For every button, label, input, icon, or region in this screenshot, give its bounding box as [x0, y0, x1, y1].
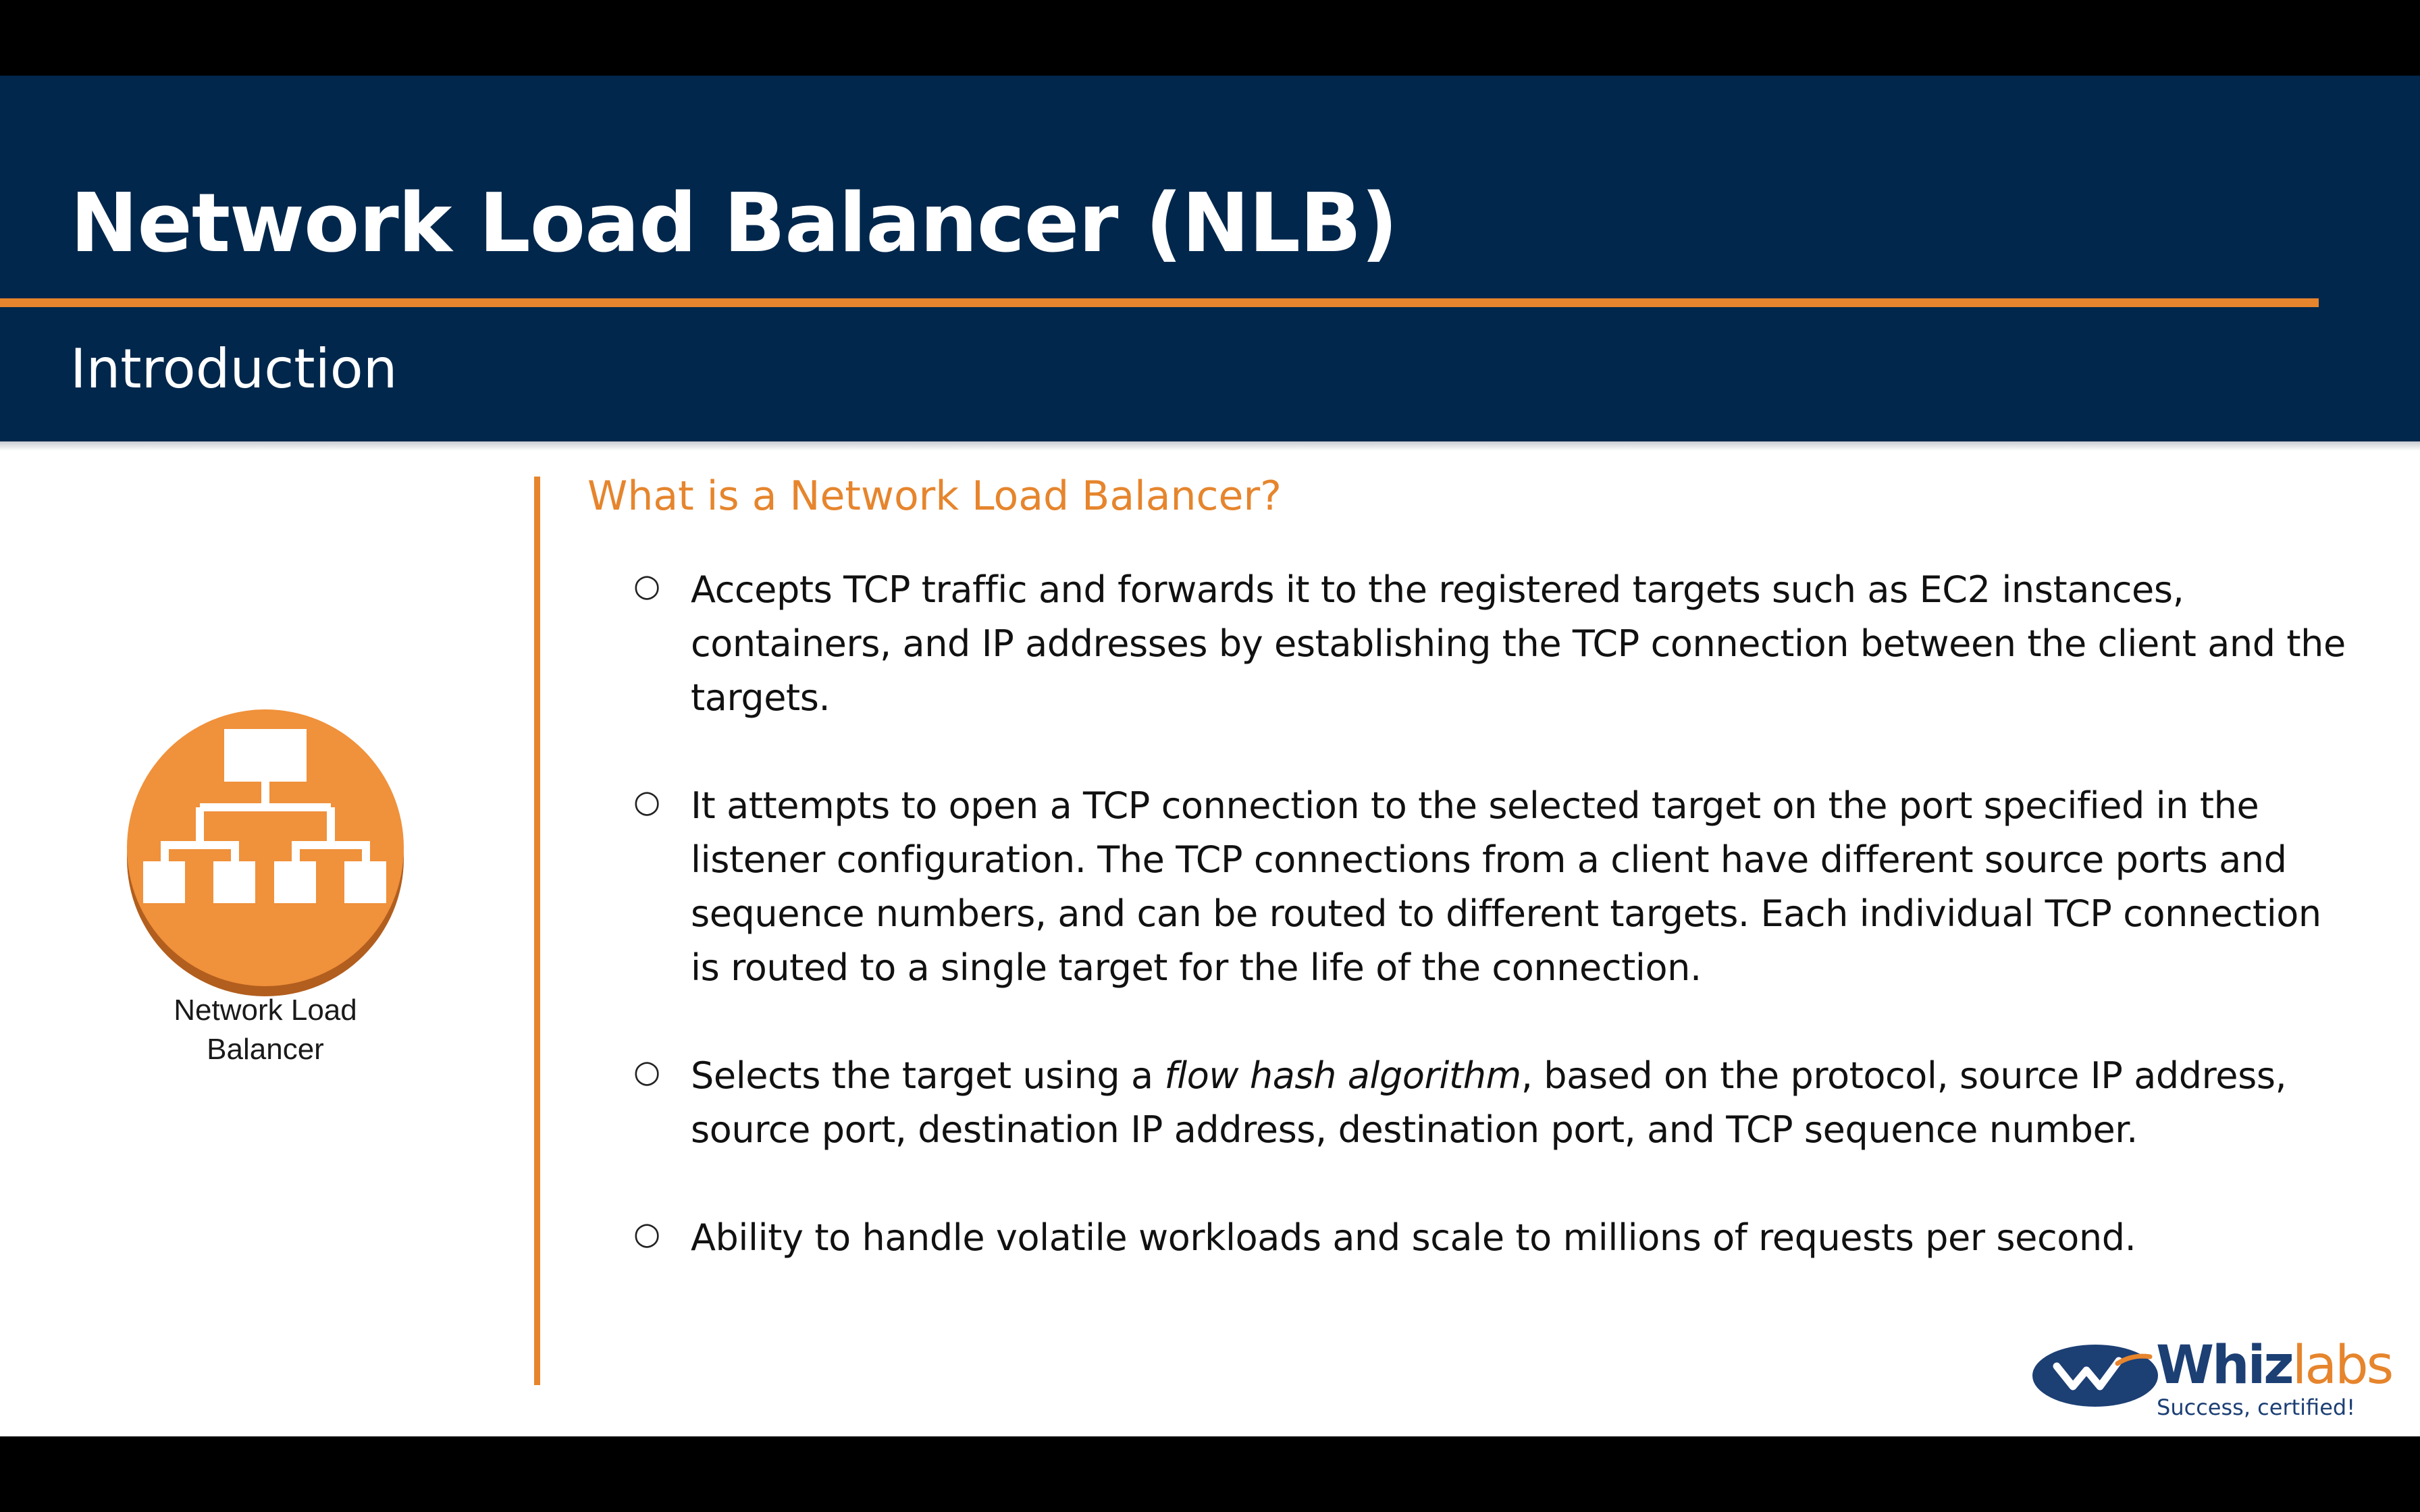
whizlabs-logo [2031, 1335, 2392, 1420]
header-shadow [0, 441, 2420, 451]
slide-subtitle: Introduction [70, 338, 398, 400]
logo-tagline: Success, certified! [2157, 1395, 2356, 1420]
list-item [633, 779, 2348, 995]
title-divider [0, 298, 2319, 307]
bullet-text [691, 1049, 2348, 1157]
bullet-text: It attempts to open a TCP connection to the selected target on the port specified in the listener configuration. The TCP connections from a client have different source ports and sequence numbers, and can be routed to different targets. Each individual TCP connection is routed to a single target for the life of the connection. [691, 784, 2321, 989]
bullet-text: Ability to handle volatile workloads and scale to millions of requests per second. [691, 1216, 2136, 1259]
list-item [633, 1049, 2348, 1157]
bullet-text-part: Selects the target using a [691, 1054, 1165, 1097]
slide-title: Network Load Balancer (NLB) [70, 177, 1398, 271]
bullet-circle-icon: ○ [633, 783, 661, 819]
bullet-circle-icon: ○ [633, 1053, 661, 1089]
icon-label-line1: Network Load [174, 994, 357, 1027]
logo-wordmark-b: labs [2292, 1335, 2392, 1396]
icon-label [101, 991, 429, 1069]
bullet-circle-icon: ○ [633, 1215, 661, 1251]
section-heading: What is a Network Load Balancer? [587, 473, 1282, 520]
content-divider [534, 477, 540, 1385]
bullet-circle-icon: ○ [633, 567, 661, 603]
slide [0, 76, 2420, 1436]
bullet-list [633, 563, 2348, 1319]
list-item [633, 563, 2348, 725]
logo-wordmark [2156, 1335, 2392, 1396]
list-item [633, 1211, 2348, 1265]
logo-wordmark-a: Whiz [2156, 1335, 2292, 1396]
slide-header [0, 76, 2420, 441]
bullet-emphasis: flow hash algorithm [1164, 1054, 1521, 1097]
whizlabs-mark-icon [2031, 1336, 2159, 1411]
bullet-text-part: , based on the protocol, source IP address, source port, destination IP address, destination port, and TCP sequence number. [691, 1054, 2287, 1151]
network-load-balancer-icon [126, 709, 405, 999]
icon-label-line2: Balancer [207, 1033, 324, 1066]
bullet-text: Accepts TCP traffic and forwards it to the registered targets such as EC2 instances, containers, and IP addresses by establishing the TCP connection between the client and the targets. [691, 568, 2346, 719]
